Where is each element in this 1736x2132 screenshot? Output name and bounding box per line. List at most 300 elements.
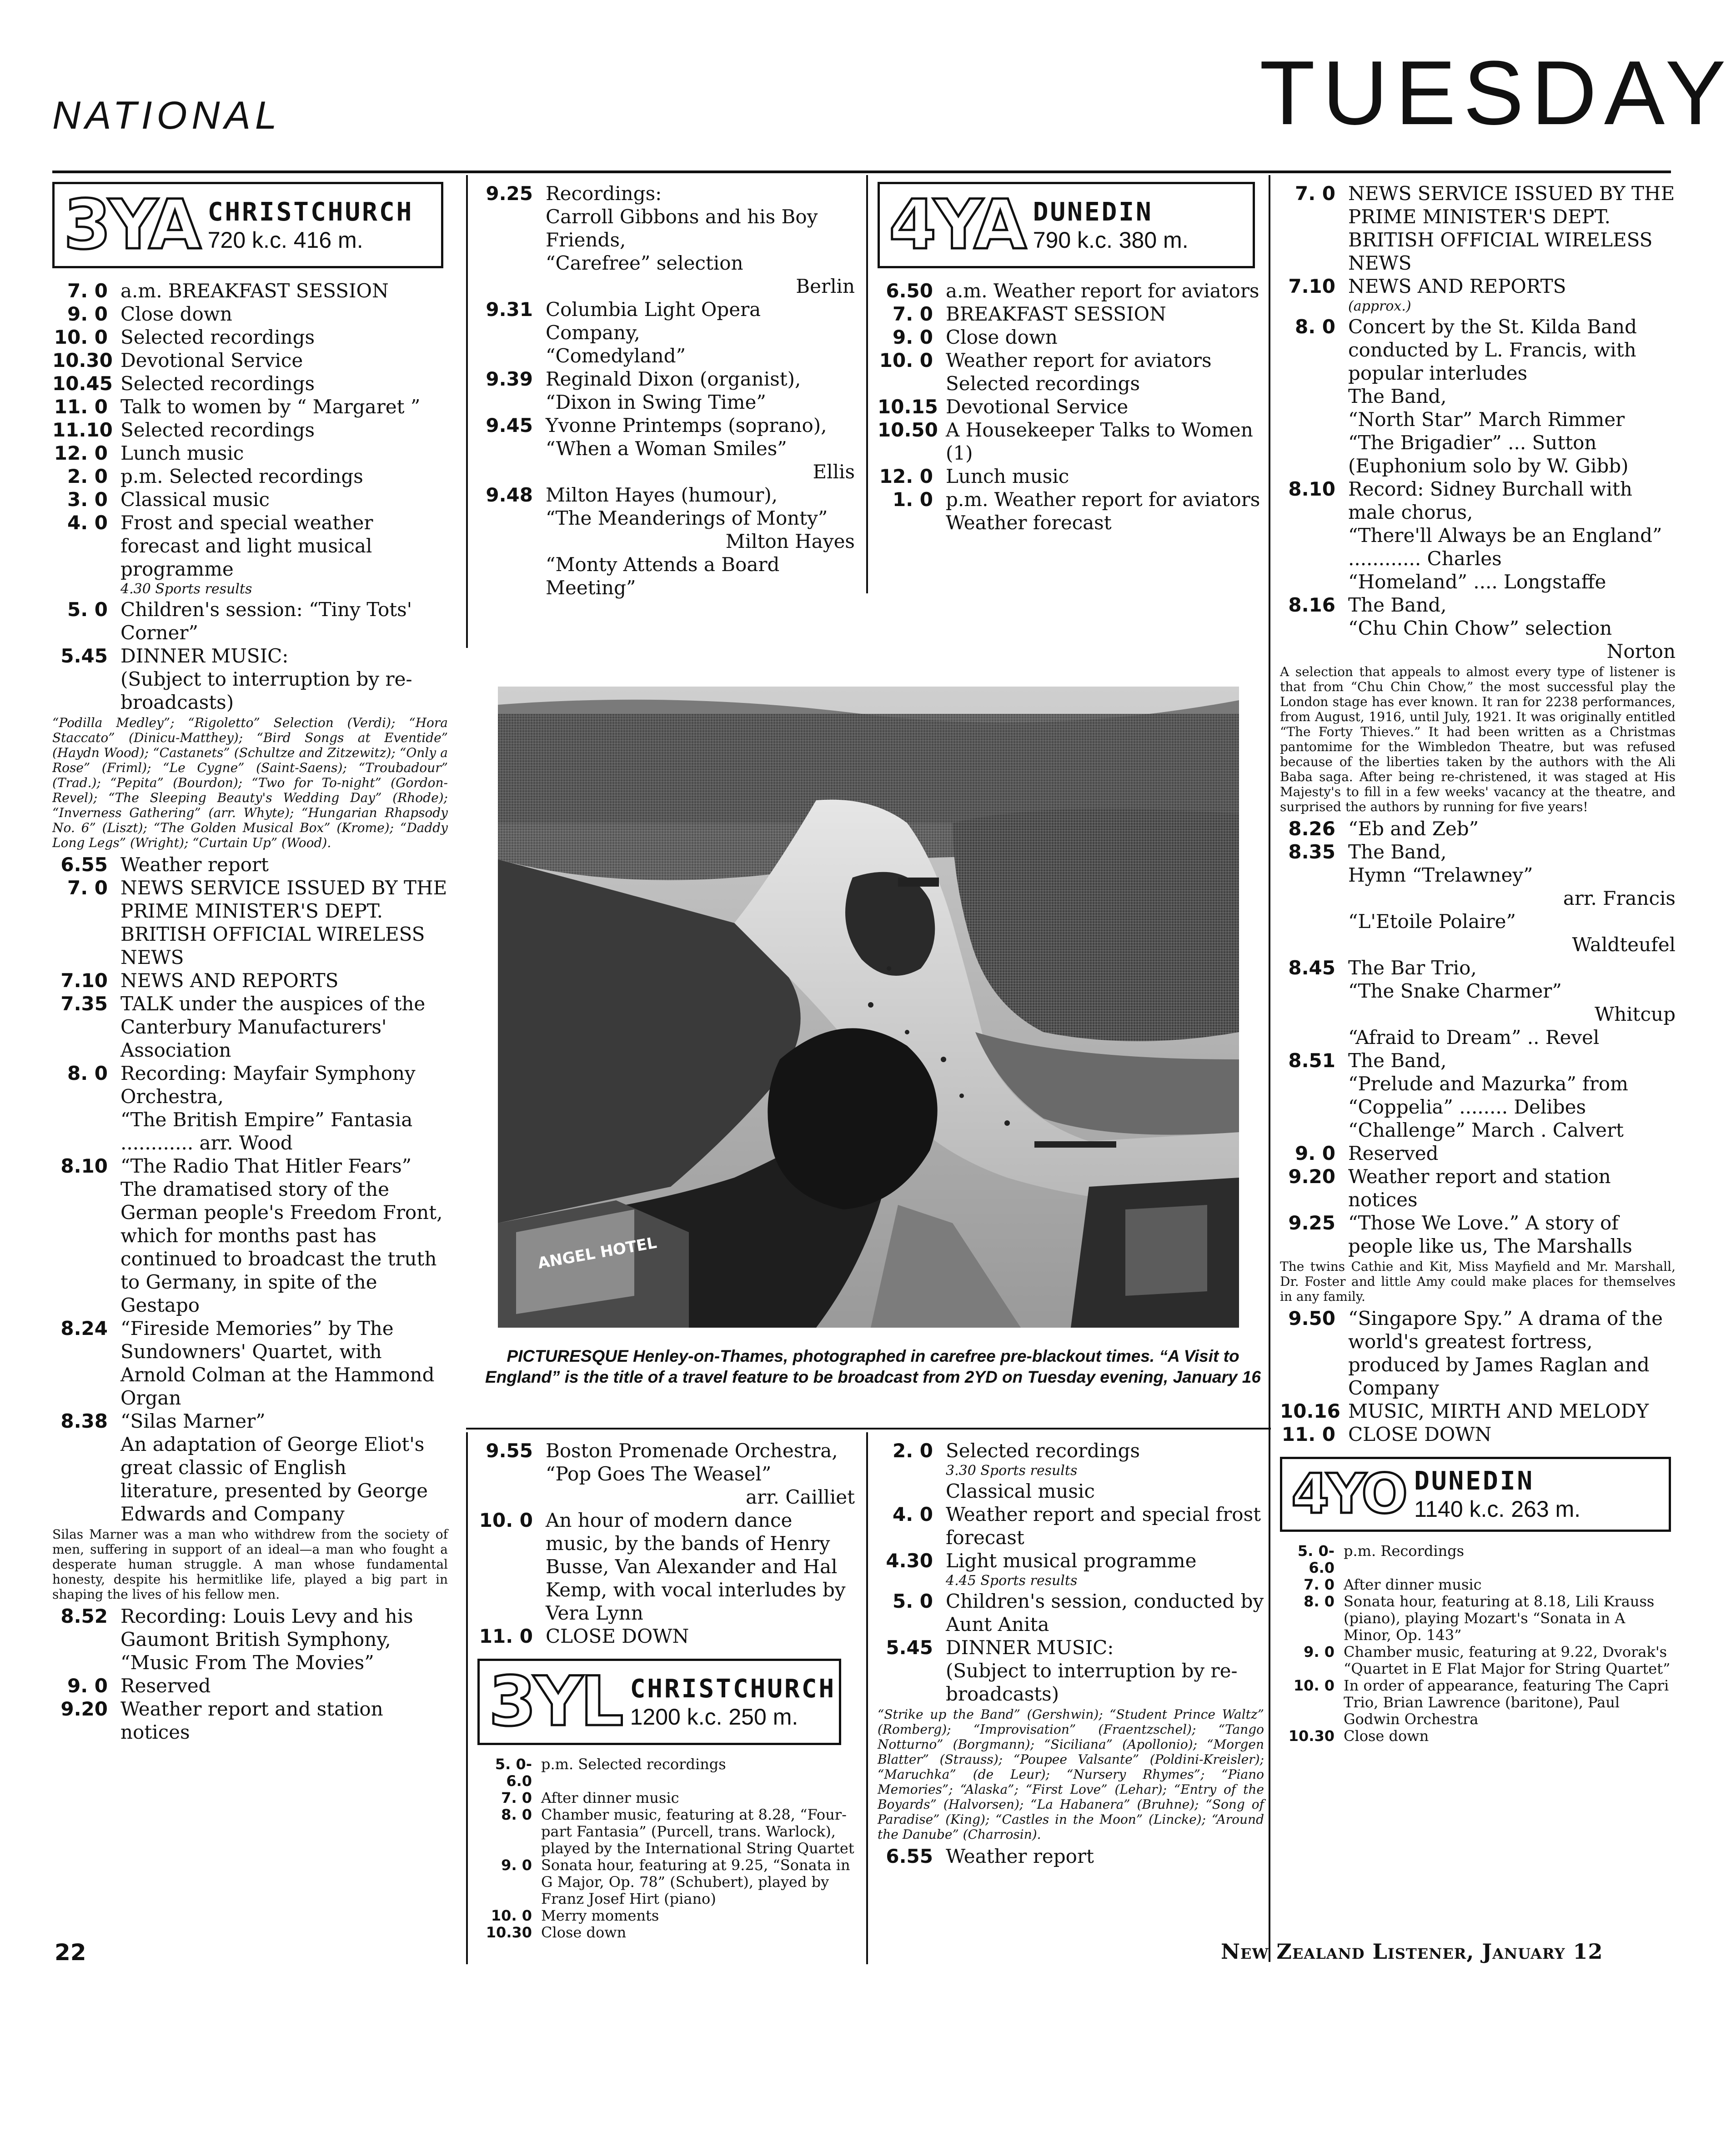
entry-credit: Ellis <box>813 461 855 483</box>
entry-text: a.m. BREAKFAST SESSION <box>120 280 389 302</box>
entry-text: An adaptation of George Eliot's great classic of English literature, presented by George Edwards and Company <box>120 1433 428 1525</box>
schedule-entry <box>52 876 448 969</box>
section-rule <box>466 1428 1271 1430</box>
schedule-entry <box>477 414 855 483</box>
schedule-list <box>878 1845 1264 1868</box>
entry-text: “The Radio That Hitler Fears” <box>120 1155 412 1177</box>
schedule-entry <box>878 395 1264 418</box>
schedule-entry <box>52 853 448 876</box>
entry-subnote: 3.30 Sports results <box>946 1463 1078 1479</box>
schedule-entry <box>878 1503 1264 1549</box>
schedule-entry <box>1280 1576 1676 1593</box>
entry-details <box>946 349 1264 395</box>
column-4ya-continued <box>1280 182 1676 1745</box>
photo-caption: PICTURESQUE Henley-on-Thames, photographed in carefree pre-blackout times. “A Visit to England” is the title of a travel feature to be broadcast from 2YD on Tuesday evening, January 16 <box>485 1347 1261 1386</box>
schedule-entry <box>477 367 855 414</box>
schedule-entry <box>52 326 448 349</box>
column-3ya-continued <box>477 182 855 599</box>
schedule-list <box>878 279 1264 534</box>
entry-text: Lunch music <box>946 465 1069 487</box>
entry-details <box>1348 477 1676 593</box>
schedule-entry <box>1280 1142 1676 1165</box>
entry-text: Selected recordings <box>120 419 315 441</box>
station-frequency: 720 k.c. 416 m. <box>207 227 363 253</box>
schedule-entry <box>1280 1423 1676 1446</box>
schedule-list <box>52 279 448 714</box>
entry-details <box>1348 593 1676 663</box>
entry-text: Classical music <box>120 488 270 511</box>
entry-details <box>946 1439 1264 1503</box>
entry-credit: arr. Cailliet <box>746 1486 855 1508</box>
entry-details <box>946 1590 1264 1636</box>
entry-details <box>1344 1644 1676 1677</box>
entry-time: 10. 0 <box>491 1907 532 1924</box>
entry-text: Lunch music <box>120 442 244 464</box>
schedule-list <box>52 853 448 1525</box>
entry-details <box>120 279 448 302</box>
schedule-entry <box>52 511 448 598</box>
entry-details <box>541 1756 855 1773</box>
schedule-entry <box>52 969 448 992</box>
entry-time: 1. 0 <box>892 488 933 511</box>
entry-time: 9.55 <box>486 1440 533 1462</box>
entry-time: 7.10 <box>1288 275 1335 297</box>
entry-details <box>946 395 1264 418</box>
entry-time: 9.31 <box>486 298 533 321</box>
entry-text: Classical music <box>946 1480 1095 1502</box>
entry-text: Carroll Gibbons and his Boy Friends, <box>546 206 818 251</box>
entry-details <box>120 488 448 511</box>
schedule-entry <box>52 488 448 511</box>
schedule-entry <box>52 644 448 714</box>
entry-details <box>120 1605 448 1674</box>
entry-text: In order of appearance, featuring The Capri Trio, Brian Lawrence (baritone), Paul Godwin Orchestra <box>1344 1677 1669 1728</box>
station-logo: 4YA <box>889 186 1024 265</box>
entry-text: Chamber music, featuring at 8.28, “Four-part Fantasia” (Purcell, trans. Warlock), played by the International String Quartet <box>541 1806 854 1857</box>
entry-text: “Eb and Zeb” <box>1348 818 1479 840</box>
entry-time: 11.10 <box>52 419 113 441</box>
entry-text: NEWS SERVICE ISSUED BY THE PRIME MINISTER'S DEPT. BRITISH OFFICIAL WIRELESS NEWS <box>120 877 447 968</box>
schedule-entry <box>52 1697 448 1744</box>
schedule-list <box>1280 817 1676 1258</box>
schedule-entry <box>52 1317 448 1410</box>
entry-details <box>120 1674 448 1697</box>
entry-details <box>1348 1307 1676 1400</box>
schedule-entry <box>477 1907 855 1924</box>
entry-details <box>946 1549 1264 1590</box>
entry-text: CLOSE DOWN <box>546 1625 689 1647</box>
entry-text: p.m. Selected recordings <box>541 1756 726 1773</box>
entry-details <box>946 1503 1264 1549</box>
entry-time: 9.50 <box>1288 1307 1335 1329</box>
schedule-entry <box>477 1509 855 1625</box>
entry-time: 8. 0 <box>1294 316 1335 338</box>
entry-text: “The Brigadier” ... Sutton <box>1348 431 1597 454</box>
entry-text: Hymn “Trelawney” <box>1348 864 1533 886</box>
entry-time: 7. 0 <box>1304 1576 1335 1593</box>
entry-details <box>1348 182 1676 275</box>
entry-details <box>1348 1400 1676 1423</box>
schedule-entry <box>52 1410 448 1525</box>
schedule-entry <box>878 326 1264 349</box>
entry-time: 8.45 <box>1288 957 1335 979</box>
entry-text: Close down <box>541 1924 627 1941</box>
entry-credit: arr. Francis <box>1563 887 1676 909</box>
schedule-entry <box>1280 1307 1676 1400</box>
schedule-entry <box>52 441 448 465</box>
entry-details <box>120 1317 448 1410</box>
entry-time: 7. 0 <box>67 280 108 302</box>
entry-text: An hour of modern dance music, by the bands of Henry Busse, Van Alexander and Hal Kemp, with vocal interludes by Vera Lynn <box>546 1509 846 1624</box>
entry-time: 8.38 <box>60 1410 108 1432</box>
station-logo: 3YA <box>64 186 199 265</box>
schedule-entry <box>878 1636 1264 1706</box>
entry-text: “L'Etoile Polaire” <box>1348 910 1516 933</box>
entry-text: “Dixon in Swing Time” <box>546 391 766 413</box>
entry-text: A Housekeeper Talks to Women (1) <box>946 419 1253 464</box>
entry-time: 8.10 <box>1288 478 1335 500</box>
schedule-entry <box>878 1845 1264 1868</box>
station-frequency: 1140 k.c. 263 m. <box>1414 1496 1581 1522</box>
entry-details <box>1348 1165 1676 1211</box>
schedule-entry <box>1280 1593 1676 1644</box>
entry-time: 7. 0 <box>1294 182 1335 205</box>
entry-text: The Band, <box>1348 1049 1447 1072</box>
station-logo: 3YL <box>489 1662 621 1741</box>
schedule-entry <box>1280 182 1676 275</box>
schedule-entry <box>52 372 448 395</box>
entry-time: 5. 0 <box>67 598 108 621</box>
entry-text: NEWS AND REPORTS <box>120 969 339 992</box>
entry-details <box>1348 1049 1676 1142</box>
entry-text: Weather report and special frost forecast <box>946 1503 1261 1549</box>
page-number: 22 <box>55 1939 86 1966</box>
station-box-3yl <box>477 1659 841 1745</box>
entry-text: Weather report <box>120 853 269 876</box>
henley-photo <box>498 687 1239 1328</box>
entry-text: Recordings: <box>546 182 662 205</box>
entry-time: 5. 0-6.0 <box>1297 1542 1335 1576</box>
entry-details <box>546 483 855 599</box>
entry-time: 9.20 <box>1288 1165 1335 1188</box>
entry-text: Light musical programme <box>946 1550 1197 1572</box>
schedule-list <box>477 182 855 599</box>
entry-details <box>120 969 448 992</box>
schedule-entry <box>878 279 1264 302</box>
entry-details <box>546 367 855 414</box>
entry-time: 7. 0 <box>501 1789 532 1806</box>
schedule-entry <box>52 279 448 302</box>
station-frequency: 1200 k.c. 250 m. <box>630 1704 798 1730</box>
entry-details <box>946 279 1264 302</box>
entry-time: 5.45 <box>60 645 108 667</box>
schedule-entry <box>52 349 448 372</box>
entry-details <box>946 326 1264 349</box>
entry-time: 7.35 <box>60 993 108 1015</box>
entry-details <box>120 511 448 598</box>
entry-time: 9.20 <box>60 1698 108 1720</box>
schedule-entry <box>1280 840 1676 956</box>
schedule-entry <box>1280 477 1676 593</box>
entry-text: (Euphonium solo by W. Gibb) <box>1348 455 1629 477</box>
entry-text: “When a Woman Smiles” <box>546 437 787 460</box>
entry-details <box>120 598 448 644</box>
schedule-entry <box>1280 1728 1676 1745</box>
entry-text: Selected recordings <box>946 1440 1140 1462</box>
entry-text: NEWS SERVICE ISSUED BY THE PRIME MINISTER'S DEPT. BRITISH OFFICIAL WIRELESS NEWS <box>1348 182 1675 274</box>
entry-credit: Milton Hayes <box>725 530 855 552</box>
entry-details <box>546 414 855 483</box>
entry-time: 11. 0 <box>479 1625 533 1647</box>
schedule-entry <box>477 1857 855 1907</box>
entry-time: 8.51 <box>1288 1049 1335 1072</box>
entry-text: “Prelude and Mazurka” from “Coppelia” ........ Delibes <box>1348 1073 1628 1118</box>
entry-details <box>1348 1423 1676 1446</box>
entry-time: 8.16 <box>1288 594 1335 616</box>
entry-details <box>120 1062 448 1154</box>
entry-text: The Band, <box>1348 594 1447 616</box>
schedule-entry <box>1280 315 1676 477</box>
entry-time: 10. 0 <box>1293 1677 1335 1694</box>
entry-time: 2. 0 <box>67 465 108 487</box>
entry-text: Recording: Mayfair Symphony Orchestra, <box>120 1062 416 1108</box>
entry-time: 9. 0 <box>67 303 108 325</box>
entry-details <box>946 1845 1264 1868</box>
entry-text: “The British Empire” Fantasia ............ arr. Wood <box>120 1109 413 1154</box>
station-city: CHRISTCHURCH <box>207 197 414 227</box>
entry-time: 9. 0 <box>1294 1142 1335 1164</box>
entry-details <box>946 418 1264 465</box>
schedule-entry <box>1280 1677 1676 1728</box>
schedule-entry <box>1280 1400 1676 1423</box>
entry-time: 8.24 <box>60 1317 108 1339</box>
header-rule <box>52 171 1671 173</box>
schedule-list <box>52 1605 448 1744</box>
entry-details <box>1344 1677 1676 1728</box>
entry-time: 10. 0 <box>54 326 108 348</box>
column-3ya-lower <box>477 1439 855 1941</box>
entry-text: Frost and special weather forecast and light musical programme <box>120 512 373 580</box>
entry-time: 8. 0 <box>1304 1593 1335 1610</box>
entry-details <box>1344 1593 1676 1644</box>
entry-text: “The Meanderings of Monty” <box>546 507 828 529</box>
entry-time: 9. 0 <box>501 1856 532 1874</box>
column-3ya <box>52 182 448 1744</box>
entry-text: The Band, <box>1348 385 1447 407</box>
entry-details <box>120 853 448 876</box>
entry-text: Reginald Dixon (organist), <box>546 368 801 390</box>
entry-details <box>1348 956 1676 1049</box>
entry-text: “Carefree” selection <box>546 252 743 274</box>
dinner-music-note: “Podilla Medley”; “Rigoletto” Selection (Verdi); “Hora Staccato” (Dinicu-Matthey); “Bird Songs at Eventide” (Haydn Wood); “Castanets” (Schultze and Zitzewitz); “Only a Rose” (Friml); “Le Cygne” (Saint-Saens); “Troubadour” (Trad.); “Pepita” (Bourdon); “Two for To-night” (Gordon-Revel); “The Sleeping Beauty's Wedding Day” (Rhode); “Inverness Gathering” (arr. Whyte); “Hungarian Rhapsody No. 6” (Liszt); “The Golden Musical Box” (Krome); “Daddy Long Legs” (Wright); “Curtain Up” (Wood). <box>52 715 448 850</box>
schedule-entry <box>1280 275 1676 315</box>
entry-time: 6.50 <box>886 280 933 302</box>
schedule-entry <box>52 1154 448 1317</box>
entry-text: Weather report <box>946 1845 1094 1867</box>
entry-time: 8.26 <box>1288 818 1335 840</box>
schedule-entry <box>1280 817 1676 840</box>
entry-details <box>120 441 448 465</box>
column-divider <box>1269 175 1270 1962</box>
entry-text: Record: Sidney Burchall with male chorus, <box>1348 478 1632 523</box>
entry-text: Weather report and station notices <box>1348 1165 1611 1211</box>
entry-details <box>120 372 448 395</box>
schedule-entry <box>1280 1644 1676 1677</box>
entry-details <box>120 326 448 349</box>
entry-text: “Those We Love.” A story of people like us, The Marshalls <box>1348 1212 1632 1257</box>
entry-details <box>541 1806 855 1857</box>
entry-text: MUSIC, MIRTH AND MELODY <box>1348 1400 1649 1422</box>
entry-time: 7. 0 <box>67 877 108 899</box>
station-city: CHRISTCHURCH <box>630 1674 836 1704</box>
schedule-list <box>1280 1307 1676 1446</box>
entry-time: 5.45 <box>886 1636 933 1659</box>
entry-details <box>120 644 448 714</box>
entry-details <box>120 1697 448 1744</box>
entry-text: DINNER MUSIC: <box>946 1636 1114 1659</box>
entry-text: p.m. Selected recordings <box>120 465 363 487</box>
station-frequency: 790 k.c. 380 m. <box>1033 227 1189 253</box>
entry-time: 12. 0 <box>54 442 108 464</box>
entry-details <box>546 1509 855 1625</box>
entry-text: “Singapore Spy.” A drama of the world's greatest fortress, produced by James Raglan and Company <box>1348 1307 1663 1399</box>
entry-text: “Monty Attends a Board Meeting” <box>546 553 780 599</box>
entry-text: Close down <box>946 326 1058 348</box>
schedule-entry <box>878 1590 1264 1636</box>
entry-text: “Fireside Memories” by The Sundowners' Quartet, with Arnold Colman at the Hammond Organ <box>120 1317 435 1409</box>
entry-text: p.m. Weather report for aviators <box>946 488 1260 511</box>
entry-text: “The Snake Charmer” <box>1348 980 1562 1002</box>
entry-time: 8.52 <box>60 1605 108 1627</box>
entry-time: 10.16 <box>1280 1400 1340 1422</box>
schedule-entry <box>477 1756 855 1790</box>
entry-details <box>1348 840 1676 956</box>
schedule-entry <box>52 465 448 488</box>
entry-time: 6.55 <box>886 1845 933 1867</box>
entry-text: Recording: Louis Levy and his Gaumont British Symphony, <box>120 1605 413 1650</box>
entry-text: Close down <box>120 303 232 325</box>
entry-credit: Norton <box>1606 640 1676 662</box>
entry-text: “Music From The Movies” <box>120 1651 374 1674</box>
schedule-entry <box>1280 593 1676 663</box>
entry-details <box>946 488 1264 534</box>
entry-time: 11. 0 <box>1281 1423 1335 1445</box>
schedule-entry <box>477 1625 855 1648</box>
entry-text: “Afraid to Dream” .. Revel <box>1348 1026 1600 1048</box>
entry-details <box>541 1924 855 1941</box>
entry-details <box>120 1410 448 1525</box>
entry-time: 7. 0 <box>892 303 933 325</box>
entry-time: 3. 0 <box>67 488 108 511</box>
entry-time: 10.15 <box>878 396 938 418</box>
entry-details <box>120 1154 448 1317</box>
entry-text: The Band, <box>1348 841 1447 863</box>
entry-text: Children's session, conducted by Aunt Anita <box>946 1590 1264 1635</box>
section-label: NATIONAL <box>52 94 281 137</box>
hotel-sign-text: ANGEL HOTEL <box>536 1234 658 1273</box>
entry-text: Milton Hayes (humour), <box>546 484 778 506</box>
entry-time: 4.30 <box>886 1550 933 1572</box>
entry-details <box>1348 1142 1676 1165</box>
entry-time: 9.48 <box>486 484 533 506</box>
column-divider <box>466 175 468 648</box>
entry-time: 10. 0 <box>879 349 933 371</box>
entry-text: DINNER MUSIC: <box>120 645 289 667</box>
schedule-entry <box>52 1605 448 1674</box>
entry-time: 5. 0 <box>892 1590 933 1612</box>
entry-details <box>120 992 448 1062</box>
schedule-entry <box>878 1439 1264 1503</box>
entry-text: Close down <box>1344 1727 1429 1745</box>
program-note: The twins Cathie and Kit, Miss Mayfield and Mr. Marshall, Dr. Foster and little Amy could make places for themselves in any family. <box>1280 1259 1676 1304</box>
entry-text: After dinner music <box>1344 1576 1482 1593</box>
entry-time: 8.10 <box>60 1155 108 1177</box>
entry-time: 2. 0 <box>892 1440 933 1462</box>
column-4ya-lower <box>878 1439 1264 1868</box>
entry-text: Concert by the St. Kilda Band conducted by L. Francis, with popular interludes <box>1348 316 1637 384</box>
program-note: Silas Marner was a man who withdrew from the society of men, suffering in support of an ideal—a man who fought a desperate human struggle. A man whose fundamental honesty, despite his hermitlike life, played a big part in shaping the lives of his fellow men. <box>52 1527 448 1602</box>
entry-text: Devotional Service <box>946 396 1129 418</box>
entry-time: 4. 0 <box>892 1503 933 1525</box>
entry-text: Selected recordings <box>120 326 315 348</box>
entry-time: 9.39 <box>486 368 533 390</box>
entry-time: 10.30 <box>52 349 113 371</box>
schedule-entry <box>878 1549 1264 1590</box>
entry-time: 5. 0-6.0 <box>495 1756 532 1790</box>
column-divider <box>466 1432 468 1964</box>
schedule-entry <box>477 1806 855 1857</box>
entry-details <box>546 1625 855 1648</box>
entry-time: 8. 0 <box>501 1806 532 1823</box>
entry-subnote: 4.30 Sports results <box>120 581 252 597</box>
column-divider <box>866 1432 868 1964</box>
entry-text: CLOSE DOWN <box>1348 1423 1492 1445</box>
entry-text: NEWS AND REPORTS <box>1348 275 1566 297</box>
station-box-4yo <box>1280 1457 1671 1532</box>
entry-text: “Comedyland” <box>546 345 686 367</box>
entry-details <box>1348 275 1676 315</box>
entry-details <box>1348 817 1676 840</box>
entry-text: Reserved <box>120 1675 211 1697</box>
schedule-entry <box>52 418 448 441</box>
schedule-entry <box>1280 1211 1676 1258</box>
entry-details <box>120 395 448 418</box>
entry-time: 8.35 <box>1288 841 1335 863</box>
entry-text: Merry moments <box>541 1907 659 1924</box>
entry-text: Sonata hour, featuring at 8.18, Lili Krauss (piano), playing Mozart's “Sonata in A Minor, Op. 143” <box>1344 1593 1655 1644</box>
day-title: TUESDAY <box>1259 42 1733 144</box>
schedule-entry <box>878 488 1264 534</box>
entry-details <box>1344 1728 1676 1745</box>
program-note: A selection that appeals to almost every type of listener is that from “Chu Chin Chow,” the most successful play the London stage has ever known. It ran for 2238 performances, from August, 1916, until July, 1921. It was originally entitled “The Forty Thieves.” It had been written as a Christmas pantomime for the Wimbledon Theatre, but was refused because of the liberties taken by the authors with the Ali Baba saga. After being re-christened, it was staged at His Majesty's to fill in a few weeks' vacancy at the theatre, and surprised the authors by running for five years! <box>1280 664 1676 814</box>
entry-text: Children's session: “Tiny Tots' Corner” <box>120 598 412 644</box>
entry-time: 10.30 <box>1288 1727 1335 1745</box>
entry-text: The dramatised story of the German people's Freedom Front, which for months past has continued to broadcast the truth to Germany, in spite of the Gestapo <box>120 1178 443 1316</box>
entry-text: BREAKFAST SESSION <box>946 303 1166 325</box>
entry-details <box>946 465 1264 488</box>
entry-details <box>120 465 448 488</box>
entry-text: (Subject to interruption by re-broadcasts) <box>946 1660 1238 1705</box>
entry-details <box>946 302 1264 326</box>
entry-time: 10.45 <box>52 372 113 395</box>
entry-credit: Whitcup <box>1595 1003 1676 1025</box>
schedule-entry <box>1280 956 1676 1049</box>
schedule-list-small <box>1280 1543 1676 1745</box>
entry-text: “Homeland” .... Longstaffe <box>1348 571 1606 593</box>
entry-text: “There'll Always be an England” ............ Charles <box>1348 524 1662 570</box>
entry-time: 6.55 <box>60 853 108 876</box>
entry-text: “Pop Goes The Weasel” <box>546 1463 772 1485</box>
